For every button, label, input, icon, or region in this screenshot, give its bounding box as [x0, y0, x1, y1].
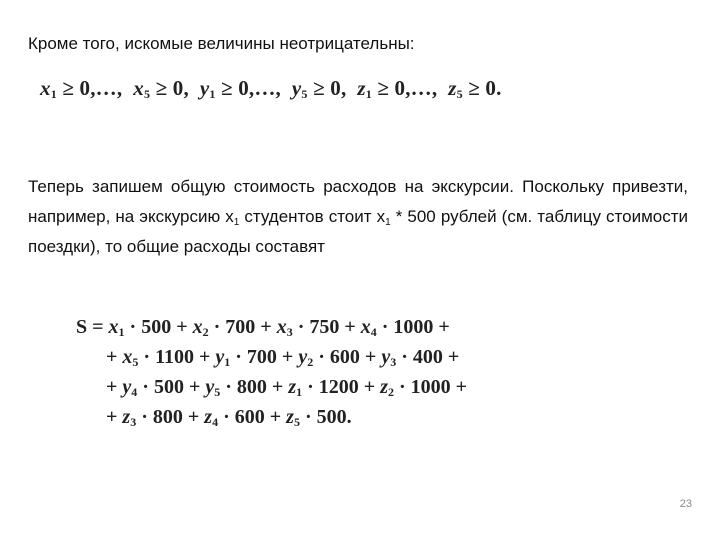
formula-line-3: + $y_4 \cdot 500 + y_5 \cdot 800 + z_1 \cdot 1200 + z_2 \cdot 1000$ +: [106, 376, 468, 399]
paragraph-text-after: * 500 рублей (см. таблицу стоимости поездки), то общие расходы составят: [28, 207, 688, 256]
paragraph-text-middle: студентов стоит х: [239, 207, 386, 226]
cost-paragraph: [28, 172, 688, 262]
formula-line-1: $S = x_1 \cdot 500 + x_2 \cdot 700 + x_3 \cdot 750 + x_4 \cdot 1000$ +: [76, 316, 450, 339]
formula-line-2: + $x_5 \cdot 1100 + y_1 \cdot 700 + y_2 \cdot 600 + y_3 \cdot 400$ +: [106, 346, 460, 369]
intro-text: Кроме того, искомые величины неотрицательны:: [28, 34, 415, 53]
paragraph-sub-2: 1: [385, 217, 391, 228]
paragraph-text-before: Теперь запишем общую стоимость расходов на экскурсии. Поскольку привезти, например, на экскурсию х: [28, 177, 688, 226]
page-number: 23: [679, 498, 692, 510]
total-cost-formula: [76, 312, 467, 432]
nonnegativity-formula: $x_1$ ≥ 0,…, $x_5 \ge 0$, $y_1$ ≥ 0,…, $y_5 \ge 0$, $z_1$ ≥ 0,…, $z_5 \ge 0$.: [40, 76, 502, 101]
paragraph-sub: 1: [233, 217, 240, 228]
formula-line-4: + $z_3 \cdot 800 + z_4 \cdot 600 + z_5 \cdot 500$.: [106, 406, 352, 429]
